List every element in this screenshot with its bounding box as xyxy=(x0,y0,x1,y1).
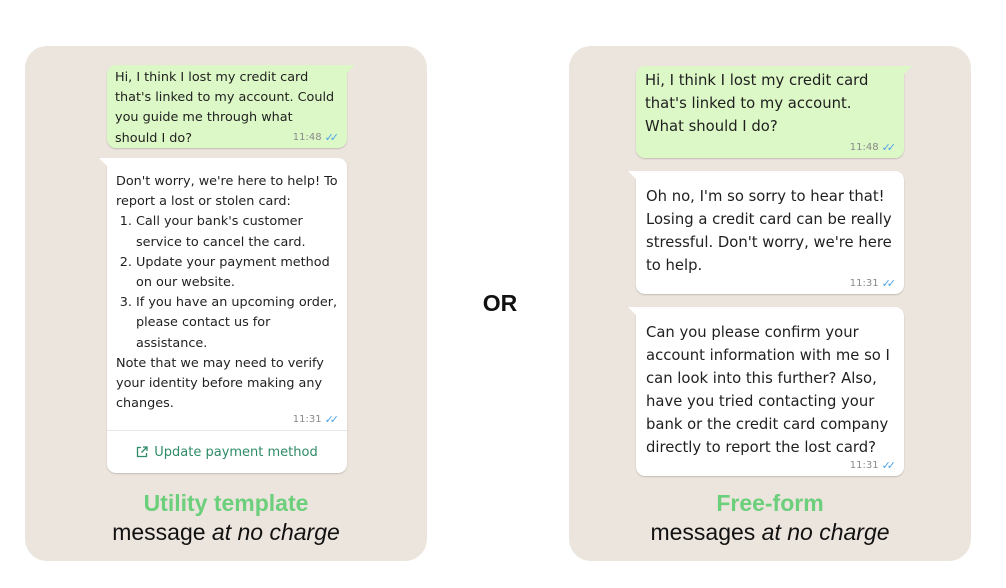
message-time: 11:48 xyxy=(292,132,322,143)
template-note: Note that we may need to verify your identity before making any changes. xyxy=(116,355,324,412)
caption-subtitle: message at no charge xyxy=(112,519,340,545)
update-payment-method-button[interactable] xyxy=(107,430,347,473)
utility-template-caption xyxy=(25,489,427,547)
free-form-caption xyxy=(569,489,971,547)
message-meta xyxy=(293,413,339,426)
utility-template-panel xyxy=(25,46,427,561)
template-steps xyxy=(116,212,341,353)
or-separator: OR xyxy=(482,290,518,316)
message-time: 11:31 xyxy=(849,278,879,289)
template-body xyxy=(116,172,341,414)
double-check-icon: ✓✓ xyxy=(324,413,335,426)
incoming-message-bubble xyxy=(636,307,904,476)
list-item: 2. Update your payment method on our website. xyxy=(136,253,341,293)
incoming-message-bubble xyxy=(636,171,904,294)
message-time: 11:31 xyxy=(292,414,322,425)
outgoing-message-bubble xyxy=(636,66,904,158)
outgoing-message-bubble xyxy=(107,65,347,148)
message-meta xyxy=(293,131,339,144)
message-text: Oh no, I'm so sorry to hear that! Losing a credit card can be really stressful. Don't worry, we're here to help. xyxy=(646,188,892,274)
external-link-icon xyxy=(136,446,148,458)
list-item: 3. If you have an upcoming order, please contact us for assistance. xyxy=(136,293,341,354)
caption-title: Utility template xyxy=(143,490,309,516)
message-text: Hi, I think I lost my credit card that's linked to my account. What should I do? xyxy=(645,72,869,135)
double-check-icon: ✓✓ xyxy=(881,459,892,472)
caption-title: Free-form xyxy=(716,490,824,516)
list-item: 1. Call your bank's customer service to cancel the card. xyxy=(136,212,341,252)
message-text: Can you please confirm your account information with me so I can look into this further? Also, have you tried contacting your bank or the credit card company directly to report the lost card? xyxy=(646,324,890,456)
double-check-icon: ✓✓ xyxy=(881,141,892,154)
message-meta xyxy=(850,277,896,290)
message-meta xyxy=(850,141,896,154)
message-time: 11:48 xyxy=(849,142,879,153)
double-check-icon: ✓✓ xyxy=(881,277,892,290)
incoming-template-bubble xyxy=(107,158,347,473)
button-label: Update payment method xyxy=(154,444,318,460)
free-form-panel xyxy=(569,46,971,561)
template-intro: Don't worry, we're here to help! To report a lost or stolen card: xyxy=(116,174,338,210)
message-text: Hi, I think I lost my credit card that's linked to my account. Could you guide me through what should I do? xyxy=(115,70,335,146)
message-meta xyxy=(850,459,896,472)
double-check-icon: ✓✓ xyxy=(324,131,335,144)
caption-subtitle: messages at no charge xyxy=(650,519,890,545)
message-time: 11:31 xyxy=(849,460,879,471)
